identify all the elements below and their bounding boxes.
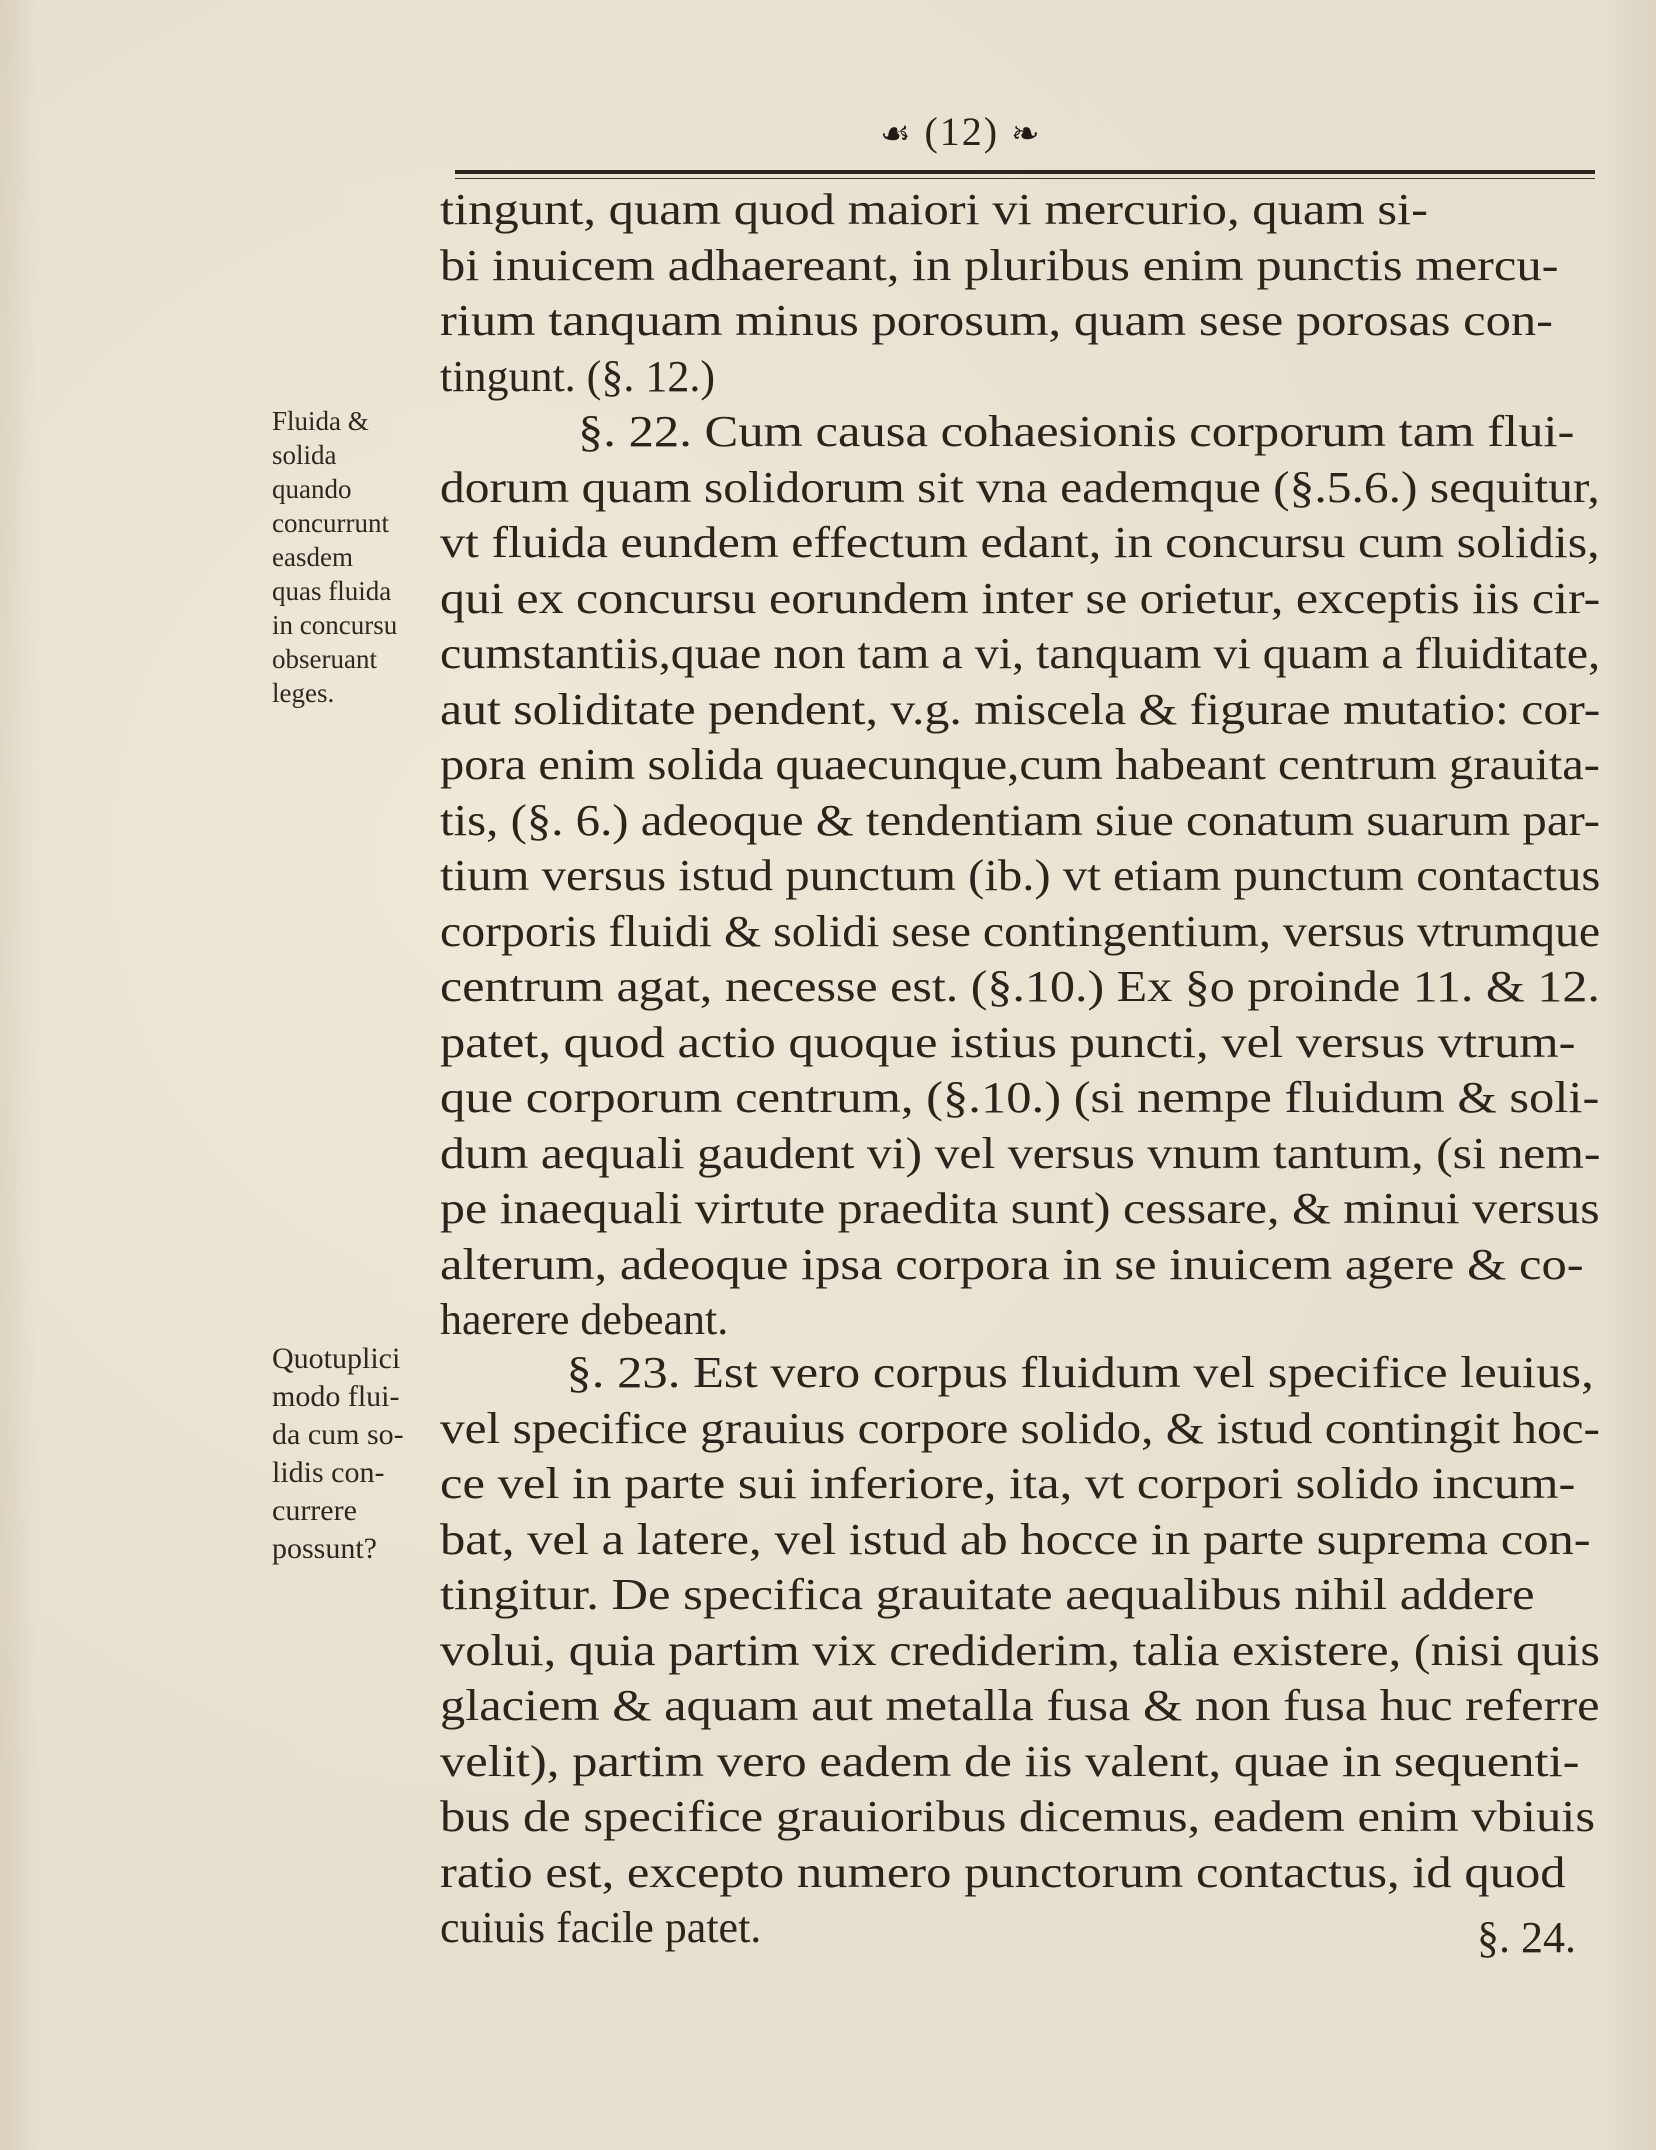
header-rule	[455, 170, 1595, 174]
left-ornament-icon: ☙	[880, 116, 913, 153]
text-line: §. 23. Est vero corpus fluidum vel specifice leuius,	[566, 1348, 1594, 1397]
text-line: corporis fluidi & solidi sese contingentium, versus vtrumque	[440, 906, 1601, 956]
main-text-section-23	[440, 1345, 1600, 1956]
margin-line: modo flui-	[272, 1380, 400, 1413]
text-line: que corporum centrum, (§.10.) (si nempe fluidum & soli-	[440, 1073, 1600, 1122]
text-line: tingunt, quam quod maiori vi mercurio, quam si-	[440, 185, 1428, 234]
page-header	[880, 108, 1042, 155]
text-line: vt fluida eundem effectum edant, in concursu cum solidis,	[440, 518, 1600, 567]
text-line: cumstantiis,quae non tam a vi, tanquam vi quam a fluiditate,	[440, 629, 1601, 678]
margin-line: currere	[272, 1494, 357, 1527]
text-line: rium tanquam minus porosum, quam sese porosas con-	[440, 296, 1554, 345]
margin-line: possunt?	[272, 1532, 377, 1565]
margin-line: Fluida &	[272, 406, 369, 436]
text-line: centrum agat, necesse est. (§.10.) Ex §o proinde 11. & 12.	[440, 962, 1600, 1011]
text-line: tingitur. De specifica grauitate aequalibus nihil addere	[440, 1570, 1535, 1619]
margin-line: da cum so-	[272, 1418, 404, 1451]
margin-note-quotuplici	[272, 1340, 404, 1568]
text-line: haerere debeant.	[440, 1295, 729, 1344]
text-line: patet, quod actio quoque istius puncti, vel versus vtrum-	[440, 1017, 1576, 1067]
text-line: alterum, adeoque ipsa corpora in se inuicem agere & co-	[440, 1239, 1584, 1289]
text-line: dorum quam solidorum sit vna eademque (§.5.6.) sequitur,	[440, 462, 1600, 512]
margin-line: easdem	[272, 542, 353, 572]
text-line: qui ex concursu eorundem inter se orietur, exceptis iis cir-	[440, 573, 1601, 623]
text-line: vel specifice grauius corpore solido, & istud contingit hoc-	[440, 1403, 1600, 1453]
text-line: cuiuis facile patet.	[440, 1903, 762, 1952]
right-ornament-icon: ❧	[1011, 116, 1042, 153]
margin-note-fluida-solida	[272, 404, 397, 710]
text-line: pe inaequali virtute praedita sunt) cessare, & minui versus	[440, 1184, 1600, 1233]
text-line: glaciem & aquam aut metalla fusa & non fusa huc referre	[440, 1681, 1600, 1730]
text-line: dum aequali gaudent vi) vel versus vnum tantum, (si nem-	[440, 1128, 1601, 1178]
text-line: ce vel in parte sui inferiore, ita, vt corpori solido incum-	[440, 1459, 1576, 1508]
text-line: aut soliditate pendent, v.g. miscela & figurae mutatio: cor-	[440, 684, 1601, 734]
main-text-section-22	[440, 182, 1600, 1348]
text-line: pora enim solida quaecunque,cum habeant centrum grauita-	[440, 740, 1600, 789]
text-line: §. 22. Cum causa cohaesionis corporum tam flui-	[578, 407, 1575, 456]
page-number: (12)	[924, 109, 1000, 154]
margin-line: concurrunt	[272, 508, 389, 538]
margin-line: lidis con-	[272, 1456, 385, 1489]
margin-line: leges.	[272, 678, 335, 708]
text-line: ratio est, excepto numero punctorum contactus, id quod	[440, 1847, 1566, 1897]
text-line: bat, vel a latere, vel istud ab hocce in parte suprema con-	[440, 1514, 1591, 1564]
catchword: §. 24.	[1477, 1913, 1576, 1962]
text-line: tium versus istud punctum (ib.) vt etiam punctum contactus	[440, 851, 1601, 900]
text-line: tis, (§. 6.) adeoque & tendentiam siue conatum suarum par-	[440, 795, 1601, 845]
text-line: volui, quia partim vix crediderim, talia existere, (nisi quis	[440, 1625, 1600, 1675]
margin-line: in concursu	[272, 610, 398, 640]
margin-line: obseruant	[272, 644, 377, 674]
text-line: velit), partim vero eadem de iis valent, quae in sequenti-	[440, 1736, 1580, 1786]
header-rule-thin	[455, 178, 1595, 179]
margin-line: quando	[272, 474, 352, 504]
margin-line: Quotuplici	[272, 1342, 401, 1375]
margin-line: quas fluida	[272, 576, 392, 606]
text-line: bi inuicem adhaereant, in pluribus enim punctis mercu-	[440, 240, 1559, 290]
text-line: bus de specifice grauioribus dicemus, eadem enim vbiuis	[440, 1792, 1596, 1841]
margin-line: solida	[272, 440, 337, 470]
text-line: tingunt. (§. 12.)	[440, 351, 715, 401]
